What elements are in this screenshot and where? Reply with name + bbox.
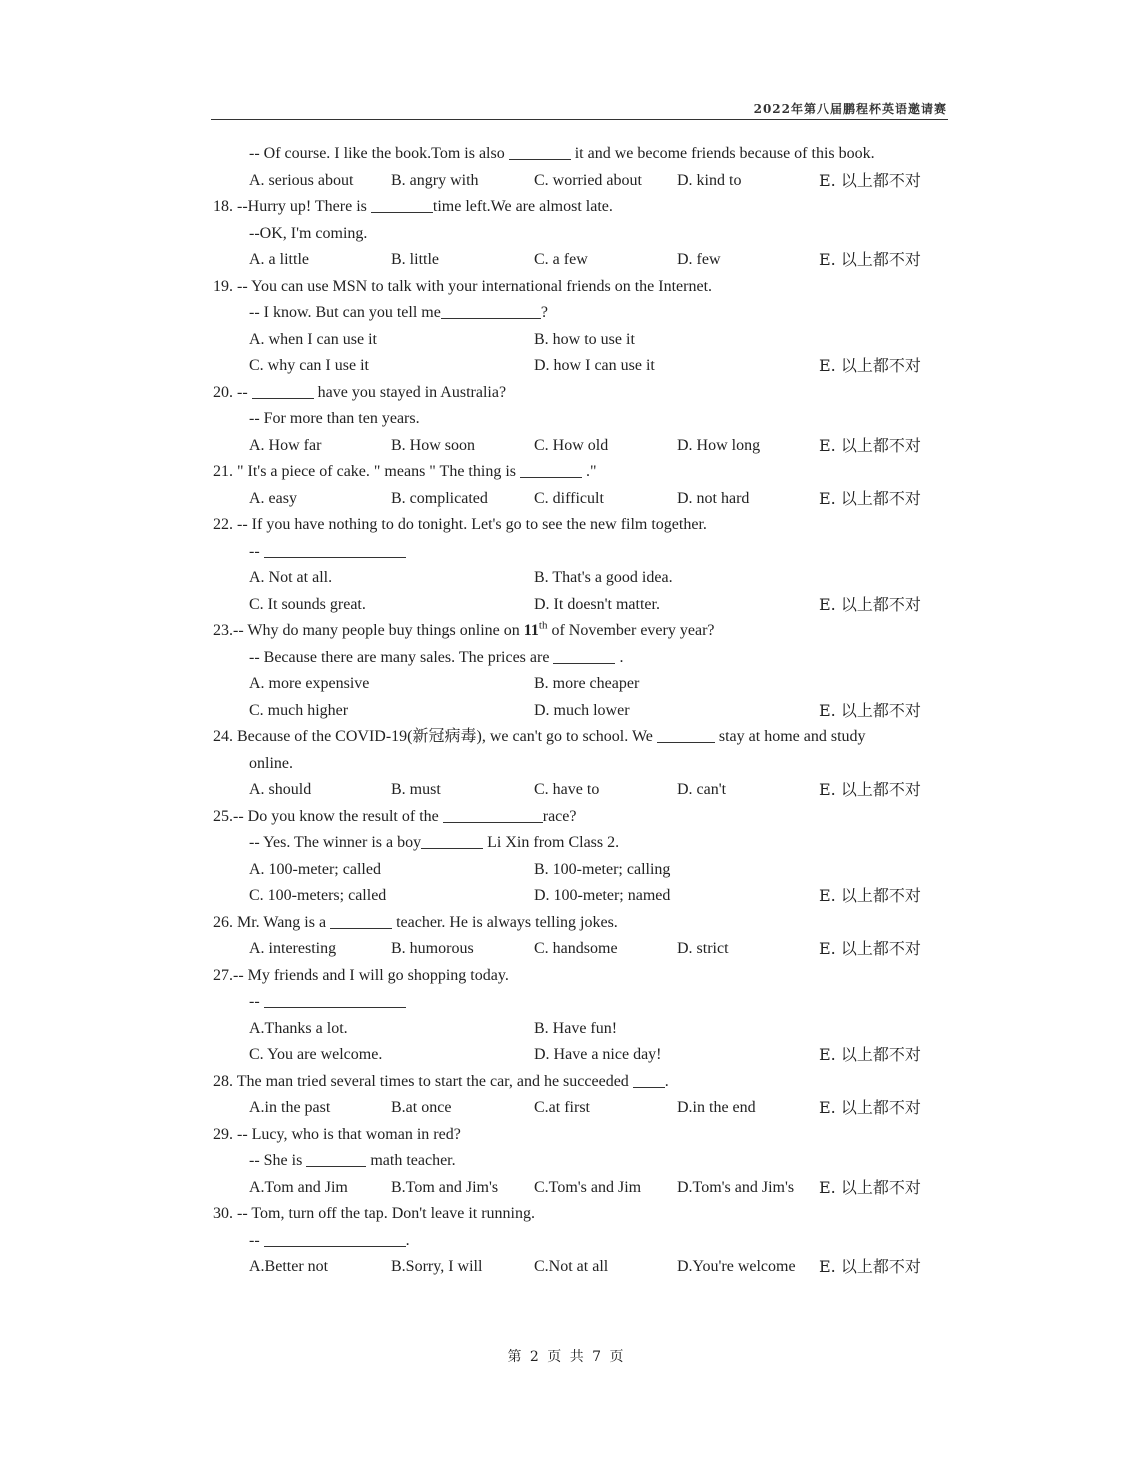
q29-option-c: C.Tom's and Jim [534, 1178, 642, 1196]
q26-options [213, 936, 953, 963]
q28-option-e: E. 以上都不对 [819, 1098, 921, 1117]
q27-question: 27.-- My friends and I will go shopping today. [213, 966, 509, 984]
q30-option-b: B.Sorry, I will [391, 1258, 483, 1275]
q20-option-d: D. How long [677, 436, 761, 454]
q20-option-c: C. How old [534, 436, 609, 454]
q21-option-c: C. difficult [534, 489, 604, 507]
q23-answer: -- Because there are many sales. The prices are . [249, 648, 624, 666]
q20-options [213, 433, 953, 460]
q23-option-b: B. more cheaper [534, 675, 640, 692]
q20-question: 20. -- have you stayed in Australia? [213, 383, 507, 401]
q30-option-c: C.Not at all [534, 1258, 609, 1275]
q19-option-c: C. why can I use it [249, 357, 369, 374]
q20-answer: -- For more than ten years. [249, 410, 420, 427]
q24-option-c: C. have to [534, 781, 600, 798]
q25-question: 25.-- Do you know the result of the race? [213, 807, 577, 825]
q20-option-a: A. How far [249, 436, 322, 454]
q27-options-row2 [213, 1042, 953, 1069]
q30-option-d: D.You're welcome [677, 1258, 796, 1275]
q27-option-b: B. Have fun! [534, 1019, 618, 1037]
q19-option-d: D. how I can use it [534, 357, 655, 374]
q28-option-d: D.in the end [677, 1099, 756, 1116]
q23-option-a: A. more expensive [249, 675, 370, 692]
q29-options [213, 1175, 953, 1202]
q27-blank [264, 991, 406, 1008]
q24-options [213, 777, 953, 804]
q19-blank [441, 302, 541, 319]
q17-option-d: D. kind to [677, 171, 742, 189]
q22-question: 22. -- If you have nothing to do tonight. Let's go to see the new film together. [213, 516, 707, 533]
q24-option-d: D. can't [677, 781, 727, 798]
q23-options-row2 [213, 698, 953, 725]
page-header: 2022年第八届鹏程杯英语邀请赛 [753, 102, 947, 116]
q18-answer: --OK, I'm coming. [249, 224, 368, 242]
q22-option-d: D. It doesn't matter. [534, 595, 660, 613]
q27-option-e: E. 以上都不对 [819, 1045, 921, 1064]
q19-option-a: A. when I can use it [249, 330, 377, 348]
q28-option-b: B.at once [391, 1099, 452, 1116]
q24-option-a: A. should [249, 781, 312, 798]
q24-question: 24. Because of the COVID-19(新冠病毒), we can't go to school. We stay at home and study [213, 728, 866, 745]
q23-question: 23.-- Why do many people buy things online on 11th of November every year? [213, 619, 715, 639]
q26-option-a: A. interesting [249, 940, 337, 957]
q18-option-c: C. a few [534, 251, 588, 268]
q26-option-e: E. 以上都不对 [819, 939, 921, 958]
q19-options-row1 [213, 327, 953, 354]
q18-option-e: E. 以上都不对 [819, 250, 921, 269]
q22-option-e: E. 以上都不对 [819, 594, 921, 614]
q24-blank [657, 726, 715, 743]
q27-answer: -- [213, 989, 953, 1016]
q28-options [213, 1095, 953, 1122]
q23-blank [553, 647, 615, 664]
q22-blank [264, 541, 406, 558]
q27-options-row1 [213, 1016, 953, 1043]
question-list [213, 141, 953, 1281]
q24-option-b: B. must [391, 781, 441, 798]
q17-option-c: C. worried about [534, 171, 642, 189]
q17-option-b: B. angry with [391, 171, 479, 189]
q18-question: 18. --Hurry up! There is time left.We are almost late. [213, 198, 613, 215]
q29-option-d: D.Tom's and Jim's [677, 1178, 795, 1196]
q30-option-a: A.Better not [249, 1258, 329, 1275]
q29-answer: -- She is math teacher. [249, 1152, 456, 1169]
q17-option-a: A. serious about [249, 171, 354, 189]
q23-option-d: D. much lower [534, 701, 630, 719]
q18-option-b: B. little [391, 251, 439, 268]
q25-option-c: C. 100-meters; called [249, 887, 387, 904]
q18-options [213, 247, 953, 274]
q21-option-b: B. complicated [391, 489, 488, 507]
q25-options-row2 [213, 883, 953, 910]
q21-option-d: D. not hard [677, 489, 750, 507]
q19-option-b: B. how to use it [534, 330, 635, 348]
q30-option-e: E. 以上都不对 [819, 1257, 921, 1276]
q22-option-c: C. It sounds great. [249, 595, 366, 613]
q24-option-e: E. 以上都不对 [819, 780, 921, 799]
q28-question: 28. The man tried several times to start the car, and he succeeded . [213, 1072, 669, 1090]
q20-option-b: B. How soon [391, 436, 476, 454]
q29-option-a: A.Tom and Jim [249, 1178, 348, 1196]
q28-option-a: A.in the past [249, 1099, 331, 1116]
q25-option-b: B. 100-meter; calling [534, 860, 671, 878]
q23-option-c: C. much higher [249, 701, 349, 719]
q19-question: 19. -- You can use MSN to talk with your international friends on the Internet. [213, 277, 713, 295]
q21-question: 21. " It's a piece of cake. " means " The thing is ." [213, 463, 597, 480]
q17-option-e: E. 以上都不对 [819, 170, 921, 190]
q26-option-c: C. handsome [534, 940, 618, 957]
q24-continuation: online. [249, 754, 293, 772]
page-number: 第 2 页 共 7 页 [507, 1349, 626, 1365]
q18-option-a: A. a little [249, 251, 309, 268]
q22-option-a: A. Not at all. [249, 569, 333, 586]
q26-question: 26. Mr. Wang is a teacher. He is always telling jokes. [213, 913, 618, 931]
q27-option-a: A.Thanks a lot. [249, 1019, 348, 1037]
q30-question: 30. -- Tom, turn off the tap. Don't leave it running. [213, 1205, 535, 1222]
q21-options [213, 486, 953, 513]
q25-blank [443, 806, 543, 823]
q22-options-row2 [213, 592, 953, 619]
q26-option-b: B. humorous [391, 940, 474, 957]
q29-option-e: E. 以上都不对 [819, 1177, 921, 1197]
q22-option-b: B. That's a good idea. [534, 569, 673, 586]
q26-option-d: D. strict [677, 940, 729, 957]
q23-option-e: E. 以上都不对 [819, 700, 921, 720]
q21-option-a: A. easy [249, 489, 297, 507]
q25-option-d: D. 100-meter; named [534, 887, 671, 904]
q25-option-a: A. 100-meter; called [249, 860, 381, 878]
q30-answer: -- . [249, 1231, 410, 1249]
q27-option-c: C. You are welcome. [249, 1046, 383, 1063]
q29-option-b: B.Tom and Jim's [391, 1178, 499, 1196]
q18-blank [371, 196, 433, 213]
q30-options [213, 1254, 953, 1281]
q29-question: 29. -- Lucy, who is that woman in red? [213, 1125, 461, 1143]
q25-option-e: E. 以上都不对 [819, 886, 921, 905]
q22-options-row1 [213, 565, 953, 592]
q29-blank [306, 1150, 366, 1167]
q30-blank [264, 1230, 406, 1247]
header-rule [211, 119, 948, 120]
q20-blank [252, 382, 314, 399]
q26-blank [330, 912, 392, 929]
q19-answer: -- I know. But can you tell me ? [249, 304, 548, 321]
q25-options-row1 [213, 857, 953, 884]
q25-answer-blank [421, 832, 483, 849]
q22-answer: -- [213, 539, 953, 566]
q21-option-e: E. 以上都不对 [819, 488, 921, 508]
q28-blank [633, 1071, 665, 1088]
q18-option-d: D. few [677, 251, 721, 268]
q17-answer-line: -- Of course. I like the book.Tom is also it and we become friends because of this book. [249, 145, 875, 162]
q20-option-e: E. 以上都不对 [819, 435, 921, 455]
q19-options-row2 [213, 353, 953, 380]
q19-option-e: E. 以上都不对 [819, 356, 921, 375]
q28-option-c: C.at first [534, 1099, 590, 1116]
q17-blank [509, 143, 571, 160]
q21-blank [520, 461, 582, 478]
q27-option-d: D. Have a nice day! [534, 1046, 662, 1063]
q25-answer: -- Yes. The winner is a boy Li Xin from Class 2. [249, 834, 620, 851]
q17-options [213, 168, 953, 195]
q23-options-row1 [213, 671, 953, 698]
